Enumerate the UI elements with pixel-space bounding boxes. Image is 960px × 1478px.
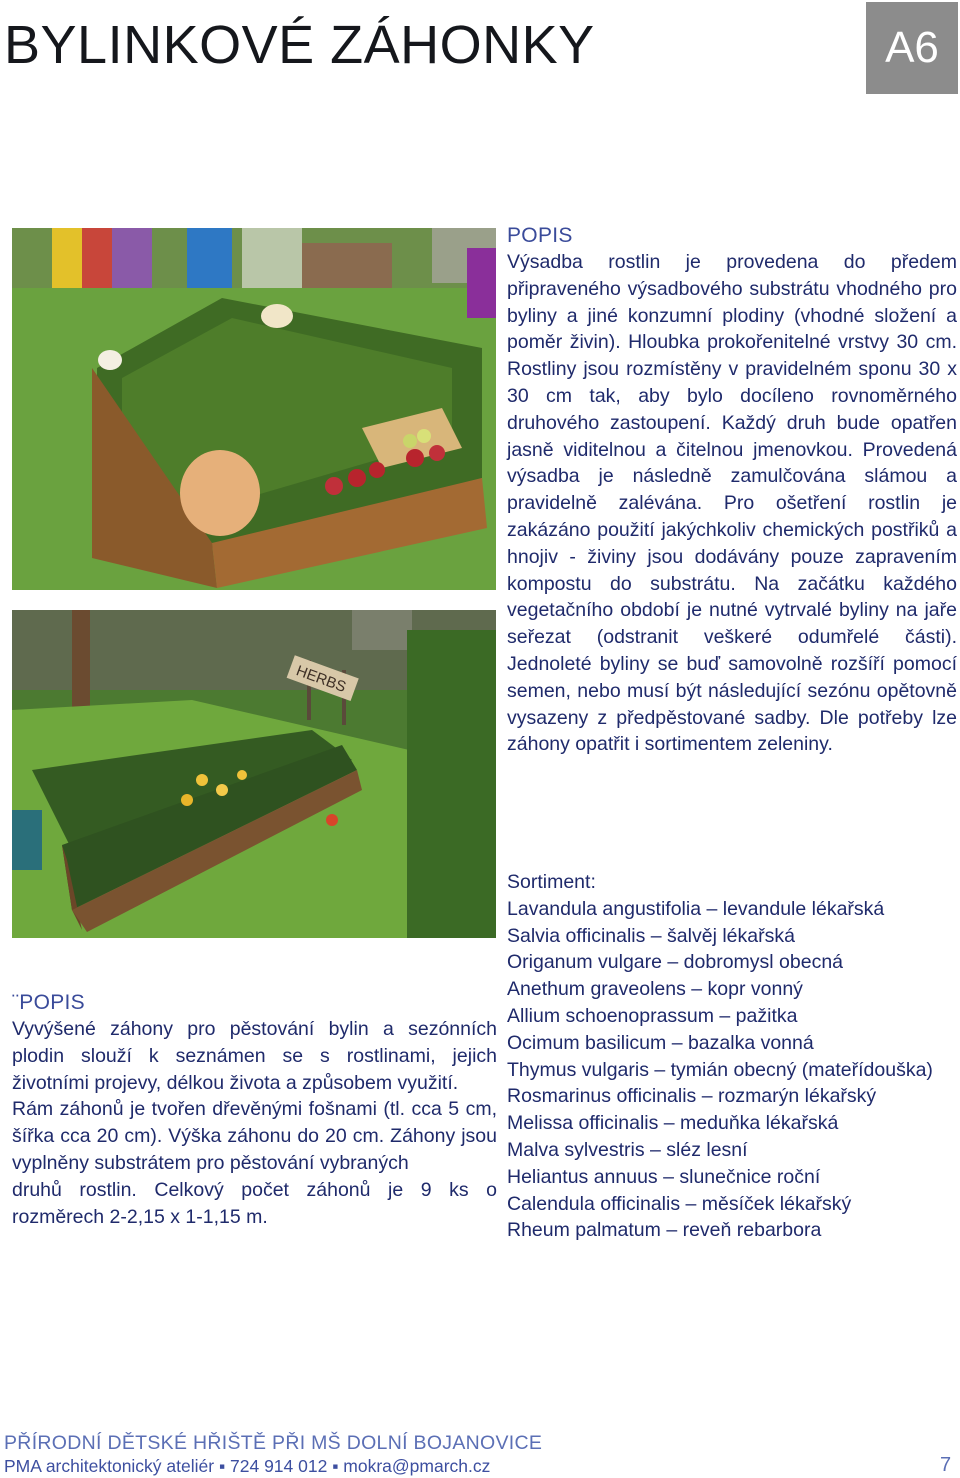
species-item: Ocimum basilicum – bazalka vonná	[507, 1031, 814, 1054]
species-list-heading: Sortiment:	[507, 871, 596, 893]
species-item: Rosmarinus officinalis – rozmarýn lékařský	[507, 1085, 877, 1108]
description-left	[12, 989, 497, 1230]
species-item: Anethum graveolens – kopr vonný	[507, 978, 803, 1001]
page-number: 7	[940, 1454, 952, 1476]
species-item: Origanum vulgare – dobromysl obecná	[507, 951, 844, 974]
herbs-sign-label: HERBS	[293, 662, 349, 696]
footer-project-title: PŘÍRODNÍ DĚTSKÉ HŘIŠTĚ PŘI MŠ DOLNÍ BOJANOVICE	[4, 1432, 543, 1454]
description-right	[507, 222, 957, 758]
species-item: Calendula officinalis – měsíček lékařský	[507, 1192, 852, 1215]
species-item: Salvia officinalis – šalvěj lékařská	[507, 924, 795, 947]
herb-garden-photo	[12, 610, 496, 938]
page-title: BYLINKOVÉ ZÁHONKY	[4, 15, 595, 75]
section-code-badge: A6	[866, 2, 958, 94]
description-body: Výsadba rostlin je provedena do předem připraveného výsadbového substrátu vhodného pro byliny a jiné konzumní plodiny (vhodné složení a poměr živin). Hloubka prokořenitelné vrstvy 30 cm. Rostliny jsou rozmístěny v pravidelném sponu 30 x 30 cm tak, aby bylo docíleno rovnoměrného druhového zastoupení. Každý druh bude opatřen jasně viditelnou a čitelnou jmenovkou. Provedená výsadba je následně zamulčována slámou a pravidelně zalévána. Pro ošetření rostlin je zakázáno použití jakýchkoliv chemických postřiků a hnojiv - živiny jsou dodávány pouze zapravením kompostu do substrátu. Na začátku každého vegetačního období je nutné vytrvalé byliny na jaře seřezat (odstranit veškeré odumřelé části). Jednoleté byliny se buď samovolně rozšíří pomocí semen, nebo musí být následující sezónu opětovně vysazeny z předpěstované sadby. Dle potřeby lze záhony opatřit i sortimentem zeleniny.	[507, 251, 957, 756]
species-item: Rheum palmatum – reveň rebarbora	[507, 1219, 822, 1242]
description-heading: POPIS	[507, 224, 573, 247]
intro-paragraph: Vyvýšené záhony pro pěstování bylin a sezónních plodin slouží k seznámen se s rostlinami, jejich životními projevy, délkou života a způsobem využití.	[12, 1018, 497, 1094]
species-item: Heliantus annuus – slunečnice roční	[507, 1165, 821, 1188]
count-paragraph: druhů rostlin. Celkový počet záhonů je 9 ks o rozměrech 2-2,15 x 1-1,15 m.	[12, 1178, 497, 1228]
intro-heading: ¨POPIS	[12, 991, 85, 1014]
species-item: Melissa officinalis – meduňka lékařská	[507, 1112, 839, 1135]
species-item: Thymus vulgaris – tymián obecný (mateřídouška)	[507, 1058, 933, 1081]
footer-contact: PMA architektonický ateliér ▪ 724 914 012 ▪ mokra@pmarch.cz	[4, 1456, 491, 1476]
raised-bed-photo	[12, 228, 496, 590]
species-list	[507, 869, 957, 1244]
frame-paragraph: Rám záhonů je tvořen dřevěnými fošnami (tl. cca 5 cm, šířka cca 20 cm). Výška záhonu do 20 cm. Záhony jsou vyplněny substrátem pro pěstování vybraných	[12, 1098, 497, 1174]
species-item: Malva sylvestris – sléz lesní	[507, 1138, 748, 1161]
species-item: Allium schoenoprassum – pažitka	[507, 1004, 798, 1027]
species-item: Lavandula angustifolia – levandule lékařská	[507, 897, 885, 920]
